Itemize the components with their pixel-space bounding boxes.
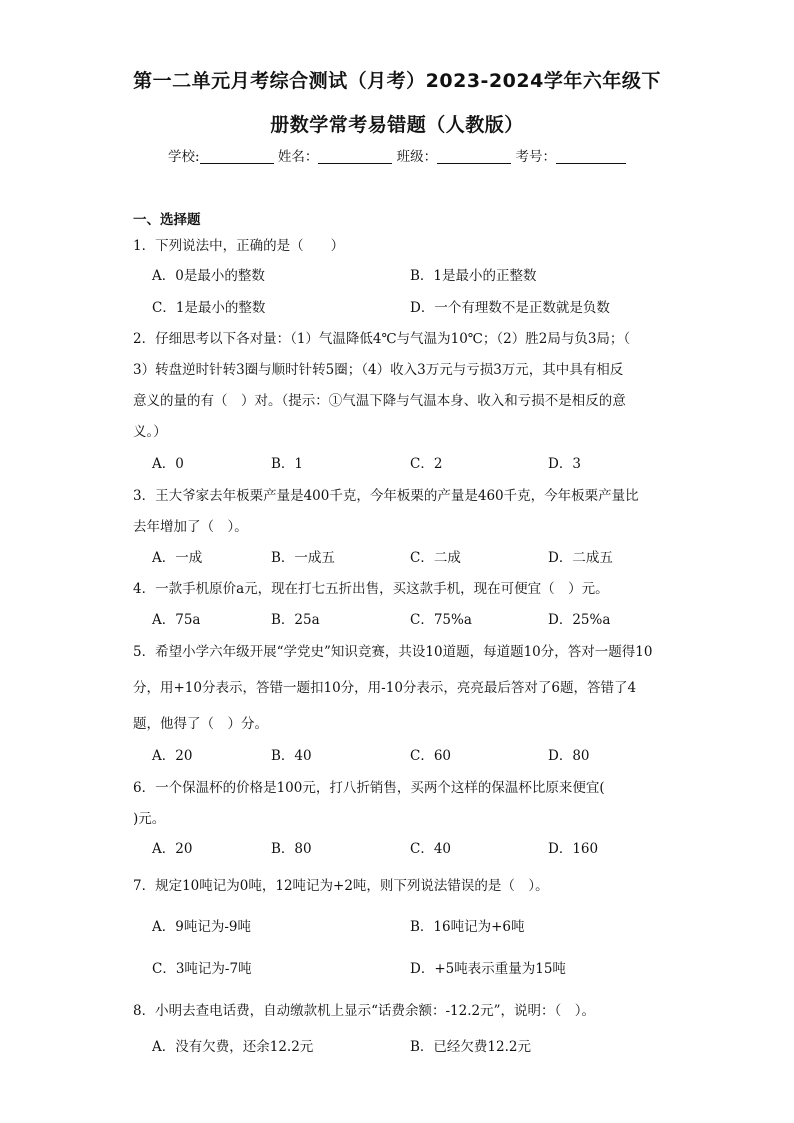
school-label: 学校: [168, 149, 200, 165]
question-5-line-1: 5．希望小学六年级开展“学党史”知识竞赛，共设10道题，每道题10分，答对一题得10 [133, 644, 653, 660]
question-6-option-d[interactable]: D．160 [548, 841, 599, 857]
question-2-line-2: 3）转盘逆时针转3圈与顺时针转5圈；（4）收入3万元与亏损3万元，其中具有相反 [133, 362, 624, 378]
page-title-line-1: 第一二单元月考综合测试（月考）2023-2024学年六年级下 [133, 70, 661, 92]
question-8-line-1: 8．小明去查电话费，自动缴款机上显示“话费余额：-12.2元”，说明：（ ）。 [133, 1003, 596, 1019]
question-8-option-a[interactable]: A．没有欠费，还余12.2元 [152, 1039, 314, 1055]
question-1-option-c[interactable]: C．1是最小的整数 [152, 300, 266, 316]
question-2-line-1: 2．仔细思考以下各对量：（1）气温降低4℃与气温为10℃；（2）胜2局与负3局；（ [133, 331, 631, 347]
question-7-option-c[interactable]: C．3吨记为-7吨 [152, 961, 252, 977]
question-6-line-1: 6．一个保温杯的价格是100元，打八折销售，买两个这样的保温杯比原来便宜( [133, 780, 605, 796]
question-3-option-a[interactable]: A．一成 [152, 550, 203, 566]
question-7-line-1: 7．规定10吨记为0吨，12吨记为+2吨，则下列说法错误的是（ ）。 [133, 878, 549, 894]
question-1-line-1: 1．下列说法中，正确的是（ ） [133, 238, 345, 254]
question-4-option-d[interactable]: D．25%a [548, 612, 611, 628]
question-2-option-b[interactable]: B．1 [271, 456, 304, 472]
question-6-option-a[interactable]: A．20 [152, 841, 193, 857]
question-5-line-2: 分，用+10分表示，答错一题扣10分，用-10分表示，亮亮最后答对了6题，答错了4 [133, 680, 637, 696]
number-label: 考号： [515, 149, 556, 165]
question-6-option-b[interactable]: B．80 [271, 841, 312, 857]
question-4-option-a[interactable]: A．75a [152, 612, 201, 628]
class-label: 班级： [396, 149, 438, 165]
question-7-option-b[interactable]: B．16吨记为+6吨 [410, 919, 525, 935]
question-2-option-a[interactable]: A．0 [152, 456, 184, 472]
question-4-option-c[interactable]: C．75%a [410, 612, 472, 628]
question-7-option-d[interactable]: D．+5吨表示重量为15吨 [410, 961, 566, 977]
question-4-line-1: 4．一款手机原价a元，现在打七五折出售，买这款手机，现在可便宜（ ）元。 [133, 581, 609, 597]
name-blank[interactable] [318, 149, 392, 164]
question-7-option-a[interactable]: A．9吨记为-9吨 [152, 919, 251, 935]
school-blank[interactable] [200, 149, 274, 164]
question-5-line-3: 题，他得了（ ）分。 [133, 716, 268, 732]
question-4-option-b[interactable]: B．25a [271, 612, 320, 628]
page-title-line-2: 册数学常考易错题（人教版） [270, 114, 524, 136]
question-5-option-a[interactable]: A．20 [152, 748, 193, 764]
question-3-option-b[interactable]: B．一成五 [271, 550, 335, 566]
question-6-option-c[interactable]: C．40 [410, 841, 452, 857]
question-5-option-b[interactable]: B．40 [271, 748, 312, 764]
question-5-option-c[interactable]: C．60 [410, 748, 452, 764]
question-2-line-4: 义。） [133, 424, 167, 440]
number-blank[interactable] [556, 149, 626, 164]
name-label: 姓名： [277, 149, 319, 165]
question-8-option-b[interactable]: B．已经欠费12.2元 [410, 1039, 531, 1055]
question-3-option-d[interactable]: D．二成五 [548, 550, 613, 566]
question-1-option-b[interactable]: B．1是最小的正整数 [410, 268, 537, 284]
question-2-option-d[interactable]: D．3 [548, 456, 581, 472]
question-6-line-2: )元。 [133, 811, 166, 827]
question-5-option-d[interactable]: D．80 [548, 748, 590, 764]
question-3-line-1: 3．王大爷家去年板栗产量是400千克，今年板栗的产量是460千克，今年板栗产量比 [133, 488, 639, 504]
question-1-option-d[interactable]: D．一个有理数不是正数就是负数 [410, 300, 610, 316]
question-3-option-c[interactable]: C．二成 [410, 550, 461, 566]
question-2-option-c[interactable]: C．2 [410, 456, 443, 472]
question-2-line-3: 意义的量的有（ ）对。（提示：①气温下降与气温本身、收入和亏损不是相反的意 [133, 393, 626, 409]
question-1-option-a[interactable]: A．0是最小的整数 [152, 268, 265, 284]
class-blank[interactable] [437, 149, 511, 164]
student-info-row [0, 145, 794, 165]
section-title: 一、选择题 [133, 212, 201, 228]
question-3-line-2: 去年增加了（ ）。 [133, 519, 248, 535]
